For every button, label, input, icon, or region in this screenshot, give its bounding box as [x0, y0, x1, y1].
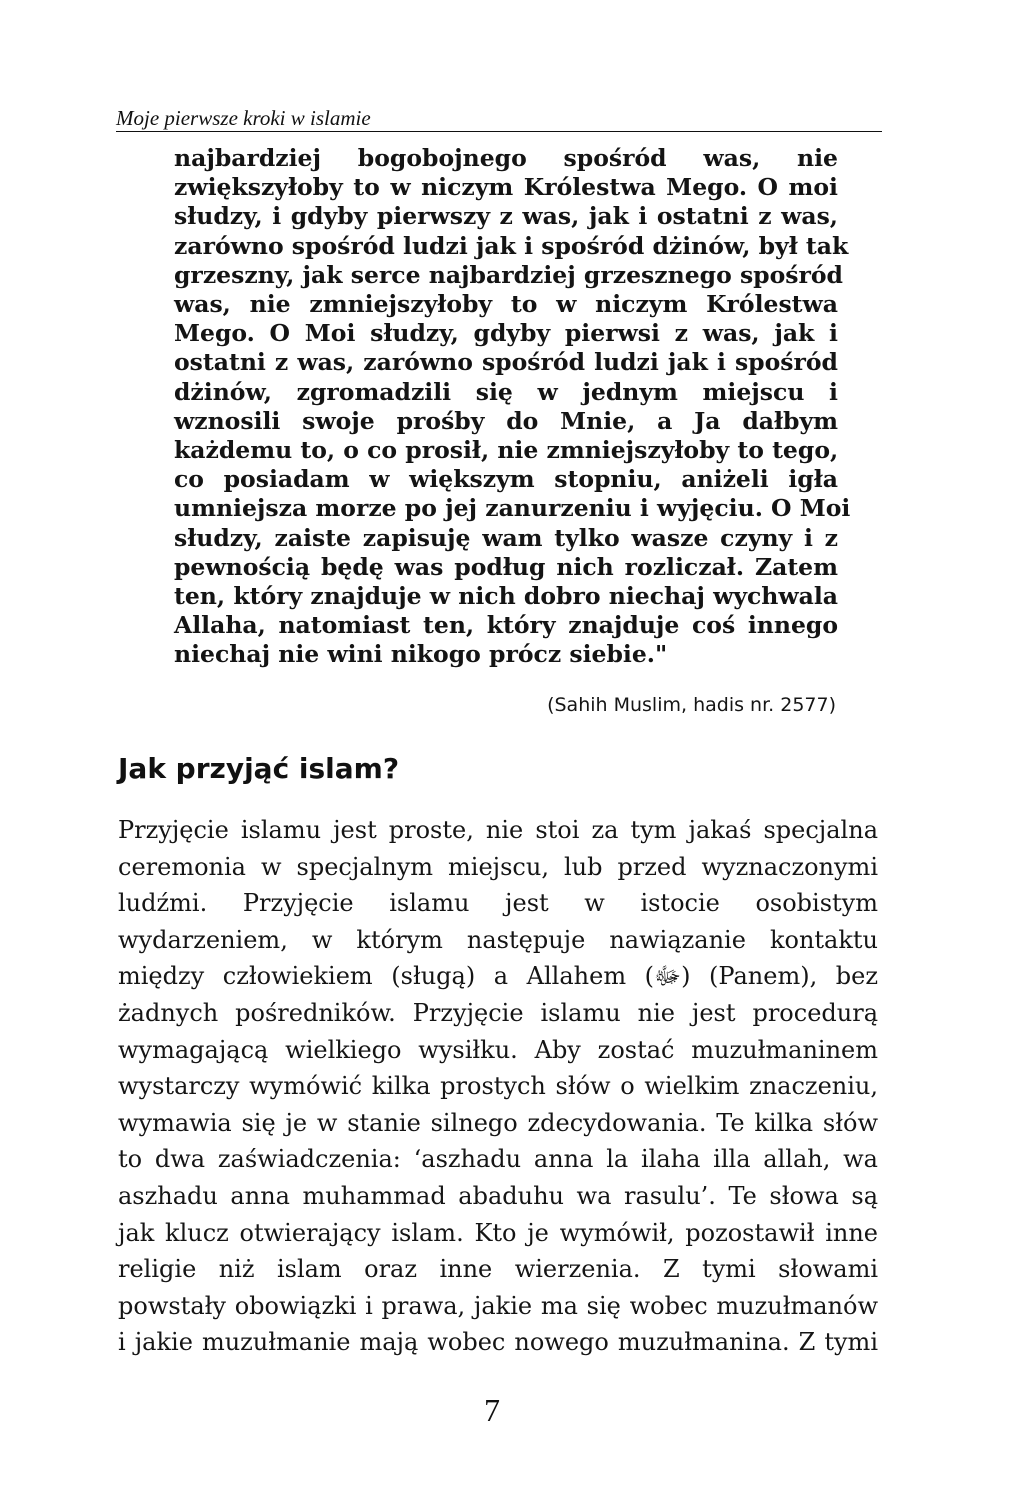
- quote-line: Allaha, natomiast ten, który znajduje coś innego: [174, 611, 838, 640]
- body-line: wymawia się je w stanie silnego zdecydowania. Te kilka słów: [118, 1108, 878, 1137]
- quote-line: was, nie zmniejszyłoby to w niczym Królestwa: [174, 290, 838, 319]
- quote-line: zwiększyłoby to w niczym Królestwa Mego. O moi: [174, 173, 838, 202]
- body-line: ludźmi. Przyjęcie islamu jest w istocie osobistym: [118, 889, 878, 918]
- quote-line: ostatni z was, zarówno spośród ludzi jak i spośród: [174, 348, 838, 377]
- header-rule: [116, 131, 882, 132]
- hadith-quote: [174, 144, 851, 670]
- quote-line: wznosili swoje prośby do Mnie, a Ja dałbym: [174, 406, 838, 435]
- body-line: aszhadu anna muhammad abaduhu wa rasulu’. Te słowa są: [118, 1181, 878, 1210]
- quote-line: Mego. O Moi słudzy, gdyby pierwsi z was, jak i: [174, 319, 838, 348]
- quote-line: dżinów, zgromadzili się w jednym miejscu i: [174, 377, 838, 406]
- quote-line: każdemu to, o co prosił, nie zmniejszyłoby to tego,: [174, 436, 839, 465]
- body-line: wystarczy wymówić kilka prostych słów o wielkim znaczeniu,: [118, 1072, 878, 1101]
- quote-line: ten, który znajduje w nich dobro niechaj wychwala: [174, 582, 838, 611]
- body-line: to dwa zaświadczenia: ‘aszhadu anna la ilaha illa allah, wa: [118, 1145, 878, 1174]
- body-line: powstały obowiązki i prawa, jakie ma się wobec muzułmanów: [118, 1291, 878, 1320]
- quote-line: pewnością będę was podług nich rozliczał. Zatem: [174, 552, 838, 581]
- quote-line: co posiadam w większym stopniu, aniżeli igła: [174, 465, 838, 494]
- body-line: religie niż islam oraz inne wierzenia. Z tymi słowami: [118, 1255, 878, 1284]
- body-line: żadnych pośredników. Przyjęcie islamu nie jest procedurą: [118, 998, 878, 1027]
- body-line: wydarzeniem, w którym następuje nawiązanie kontaktu: [118, 925, 878, 954]
- quote-line: grzeszny, jak serce najbardziej grzesznego spośród: [174, 260, 843, 289]
- page-number: 7: [484, 1392, 500, 1428]
- body-line: między człowiekiem (sługą) a Allahem (ﷻ) (Panem), bez: [118, 962, 878, 991]
- quote-line: słudzy, i gdyby pierwszy z was, jak i ostatni z was,: [174, 202, 838, 231]
- body-line: ceremonia w specjalnym miejscu, lub przed wyznaczonymi: [118, 852, 878, 881]
- body-paragraph: [118, 812, 878, 1361]
- quote-line: zarówno spośród ludzi jak i spośród dżinów, był tak: [174, 231, 849, 260]
- quote-line: słudzy, zaiste zapisuję wam tylko wasze czyny i z: [174, 523, 838, 552]
- quote-source: (Sahih Muslim, hadis nr. 2577): [547, 694, 836, 716]
- quote-line: umniejsza morze po jej zanurzeniu i wyjęciu. O Moi: [174, 494, 851, 523]
- running-head: Moje pierwsze kroki w islamie: [116, 106, 371, 130]
- section-title: Jak przyjąć islam?: [118, 752, 400, 785]
- body-line: wymagającą wielkiego wysiłku. Aby zostać muzułmaninem: [118, 1035, 878, 1064]
- body-line: i jakie muzułmanie mają wobec nowego muzułmanina. Z tymi: [118, 1328, 878, 1357]
- quote-line: najbardziej bogobojnego spośród was, nie: [174, 144, 838, 172]
- quote-line: niechaj nie wini nikogo prócz siebie.": [174, 640, 668, 669]
- body-line: Przyjęcie islamu jest proste, nie stoi za tym jakaś specjalna: [118, 816, 878, 844]
- body-line: jak klucz otwierający islam. Kto je wymówił, pozostawił inne: [118, 1218, 878, 1247]
